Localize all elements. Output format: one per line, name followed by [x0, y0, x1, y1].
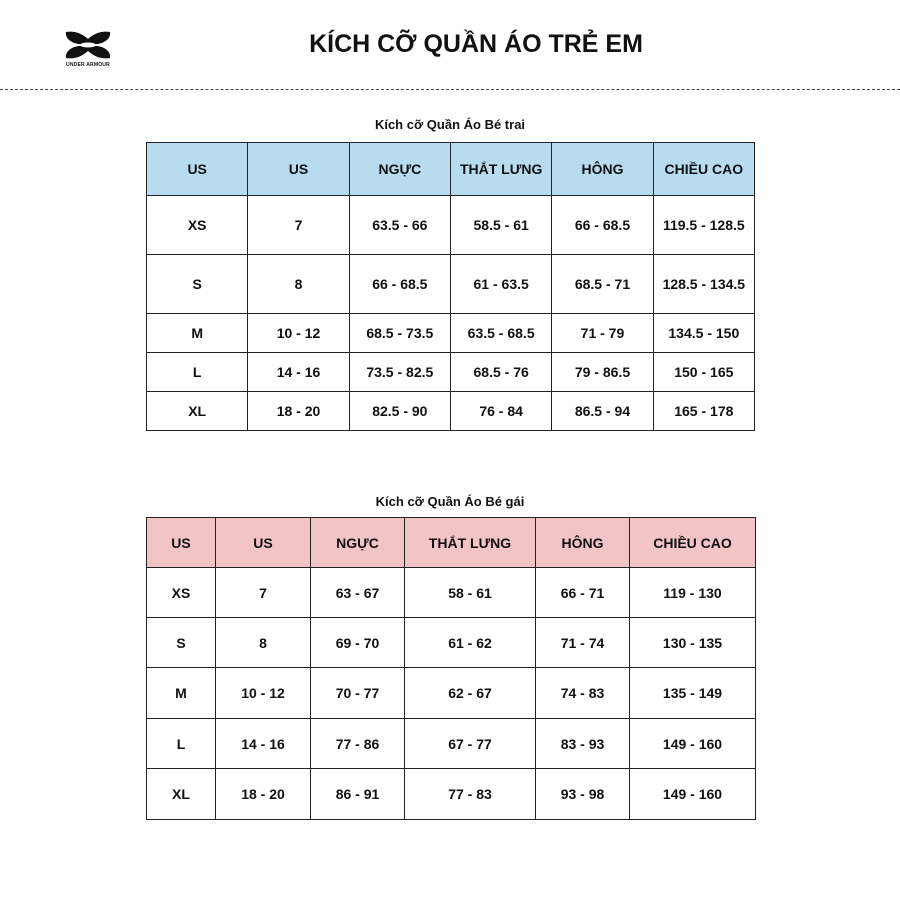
table-cell: 71 - 74: [536, 618, 630, 668]
column-header: HÔNG: [536, 518, 630, 568]
table-cell: XL: [147, 392, 248, 431]
table-row: [147, 618, 756, 668]
table-cell: 149 - 160: [630, 719, 756, 769]
table-row: [147, 392, 755, 431]
divider: [0, 89, 900, 90]
table-cell: 10 - 12: [248, 314, 349, 353]
table-cell: S: [147, 255, 248, 314]
column-header: CHIỀU CAO: [653, 143, 754, 196]
table-cell: 63.5 - 68.5: [450, 314, 551, 353]
table-cell: 74 - 83: [536, 668, 630, 719]
table-cell: 7: [216, 568, 311, 618]
column-header: US: [248, 143, 349, 196]
table-cell: 62 - 67: [405, 668, 536, 719]
table-cell: 66 - 68.5: [349, 255, 450, 314]
table-cell: 165 - 178: [653, 392, 754, 431]
table-cell: XL: [147, 769, 216, 820]
table-cell: 77 - 86: [311, 719, 405, 769]
table-cell: 68.5 - 76: [450, 353, 551, 392]
table-cell: 119.5 - 128.5: [653, 196, 754, 255]
column-header: THẮT LƯNG: [405, 518, 536, 568]
girls-table-caption: Kích cỡ Quần Áo Bé gái: [375, 494, 525, 509]
column-header: THẮT LƯNG: [450, 143, 551, 196]
table-cell: 79 - 86.5: [552, 353, 653, 392]
table-cell: 82.5 - 90: [349, 392, 450, 431]
table-cell: 69 - 70: [311, 618, 405, 668]
table-cell: 18 - 20: [216, 769, 311, 820]
girls-size-table: [146, 517, 756, 820]
table-cell: S: [147, 618, 216, 668]
table-row: [147, 196, 755, 255]
table-cell: 68.5 - 73.5: [349, 314, 450, 353]
table-cell: 14 - 16: [216, 719, 311, 769]
column-header: US: [147, 518, 216, 568]
table-cell: M: [147, 668, 216, 719]
table-cell: 134.5 - 150: [653, 314, 754, 353]
under-armour-logo: [58, 30, 118, 68]
table-cell: M: [147, 314, 248, 353]
boys-table-caption: Kích cỡ Quần Áo Bé trai: [374, 117, 526, 132]
table-cell: 150 - 165: [653, 353, 754, 392]
table-cell: 63.5 - 66: [349, 196, 450, 255]
table-row: [147, 353, 755, 392]
column-header: NGỰC: [311, 518, 405, 568]
table-cell: 83 - 93: [536, 719, 630, 769]
under-armour-icon: [64, 30, 112, 60]
table-cell: 14 - 16: [248, 353, 349, 392]
table-cell: 119 - 130: [630, 568, 756, 618]
table-cell: 18 - 20: [248, 392, 349, 431]
table-cell: 58.5 - 61: [450, 196, 551, 255]
column-header: CHIỀU CAO: [630, 518, 756, 568]
table-cell: 68.5 - 71: [552, 255, 653, 314]
table-cell: 93 - 98: [536, 769, 630, 820]
table-cell: 67 - 77: [405, 719, 536, 769]
table-cell: 58 - 61: [405, 568, 536, 618]
column-header: NGỰC: [349, 143, 450, 196]
table-row: [147, 255, 755, 314]
table-cell: 77 - 83: [405, 769, 536, 820]
table-cell: 63 - 67: [311, 568, 405, 618]
column-header: US: [147, 143, 248, 196]
table-cell: 135 - 149: [630, 668, 756, 719]
table-cell: 10 - 12: [216, 668, 311, 719]
table-cell: 66 - 71: [536, 568, 630, 618]
table-cell: 149 - 160: [630, 769, 756, 820]
table-cell: 76 - 84: [450, 392, 551, 431]
page-title: KÍCH CỠ QUẦN ÁO TRẺ EM: [309, 30, 643, 58]
table-cell: 7: [248, 196, 349, 255]
column-header: HÔNG: [552, 143, 653, 196]
table-cell: 86.5 - 94: [552, 392, 653, 431]
boys-size-table: [146, 142, 755, 431]
table-cell: 70 - 77: [311, 668, 405, 719]
table-cell: L: [147, 353, 248, 392]
table-row: [147, 719, 756, 769]
column-header: US: [216, 518, 311, 568]
table-cell: 86 - 91: [311, 769, 405, 820]
table-row: [147, 769, 756, 820]
table-cell: 130 - 135: [630, 618, 756, 668]
table-cell: 128.5 - 134.5: [653, 255, 754, 314]
table-cell: 73.5 - 82.5: [349, 353, 450, 392]
table-cell: XS: [147, 196, 248, 255]
table-row: [147, 668, 756, 719]
logo-text: UNDER ARMOUR: [66, 62, 110, 68]
table-cell: L: [147, 719, 216, 769]
table-cell: XS: [147, 568, 216, 618]
table-row: [147, 568, 756, 618]
table-cell: 66 - 68.5: [552, 196, 653, 255]
table-cell: 8: [248, 255, 349, 314]
table-cell: 61 - 63.5: [450, 255, 551, 314]
table-row: [147, 314, 755, 353]
table-cell: 71 - 79: [552, 314, 653, 353]
table-cell: 8: [216, 618, 311, 668]
table-cell: 61 - 62: [405, 618, 536, 668]
